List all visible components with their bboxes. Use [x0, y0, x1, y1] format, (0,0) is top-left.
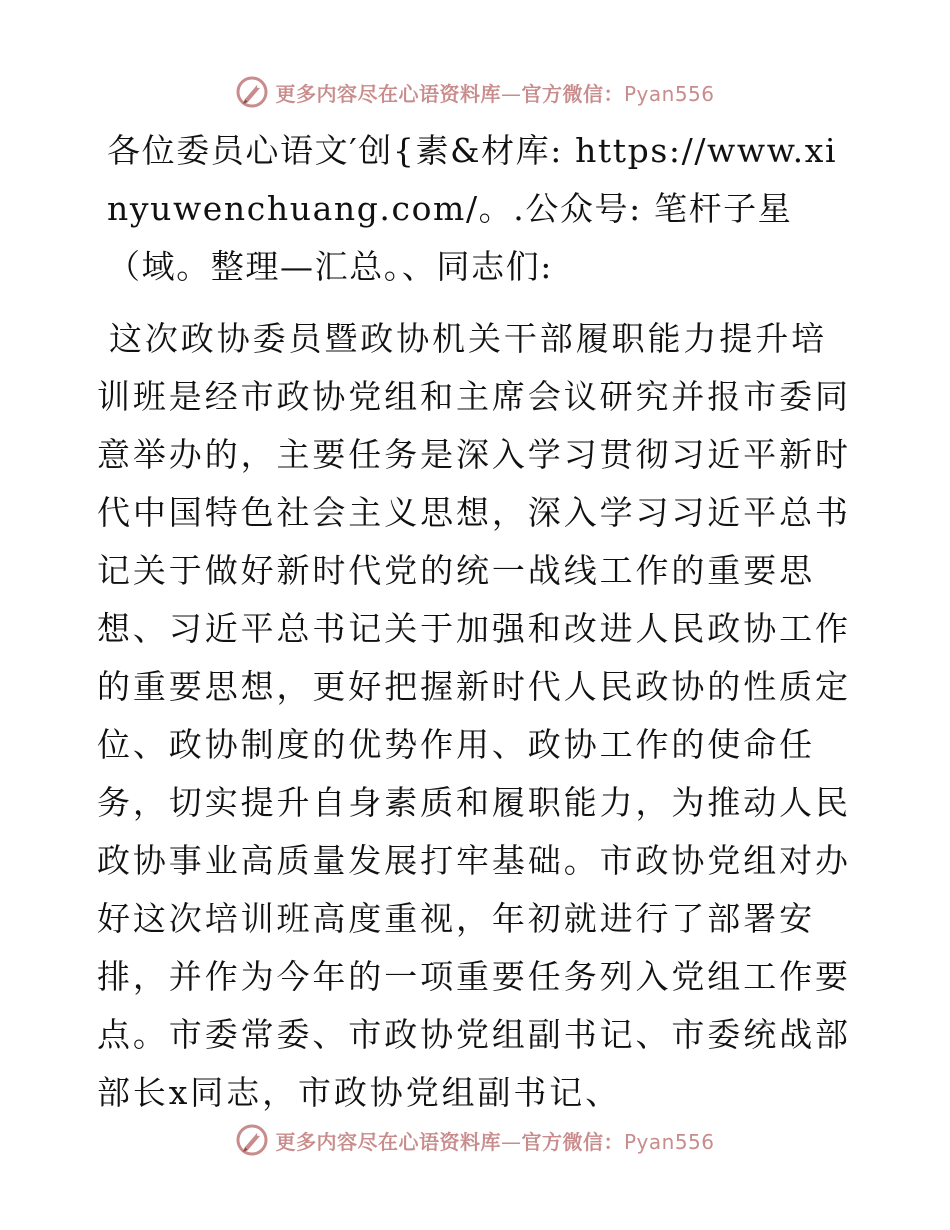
header-watermark: [0, 72, 950, 112]
watermark-official: 官方微信：: [521, 1129, 624, 1154]
watermark-separator: —: [500, 81, 522, 106]
watermark-text: [275, 1126, 714, 1155]
watermark-separator: —: [500, 1129, 522, 1154]
pen-circle-logo-icon: [235, 1123, 269, 1157]
document-content: [97, 122, 857, 1122]
pen-circle-logo-icon: [235, 75, 269, 109]
watermark-official: 官方微信：: [521, 81, 624, 106]
watermark-main: 更多内容尽在心语资料库: [275, 1129, 501, 1154]
watermark-text: [275, 78, 714, 107]
greeting-paragraph: 各位委员心语文′创{素&材库: https://www.xinyuwenchuang.com/。.公众号: 笔杆子星（域。整理—汇总。、同志们:: [107, 131, 838, 286]
body-paragraph: 这次政协委员暨政协机关干部履职能力提升培训班是经市政协党组和主席会议研究并报市委同意举办的，主要任务是深入学习贯彻习近平新时代中国特色社会主义思想，深入学习习近平总书记关于做好新时代党的统一战线工作的重要思想、习近平总书记关于加强和改进人民政协工作的重要思想，更好把握新时代人民政协的性质定位、政协制度的优势作用、政协工作的使命任务，切实提升自身素质和履职能力，为推动人民政协事业高质量发展打牢基础。市政协党组对办好这次培训班高度重视，年初就进行了部署安排，并作为今年的一项重要任务列入党组工作要点。市委常委、市政协党组副书记、市委统战部部长x同志，市政协党组副书记、: [97, 319, 851, 1112]
footer-watermark: [0, 1120, 950, 1160]
watermark-handle: Pyan556: [623, 1129, 715, 1154]
watermark-handle: Pyan556: [623, 81, 715, 106]
watermark-main: 更多内容尽在心语资料库: [275, 81, 501, 106]
